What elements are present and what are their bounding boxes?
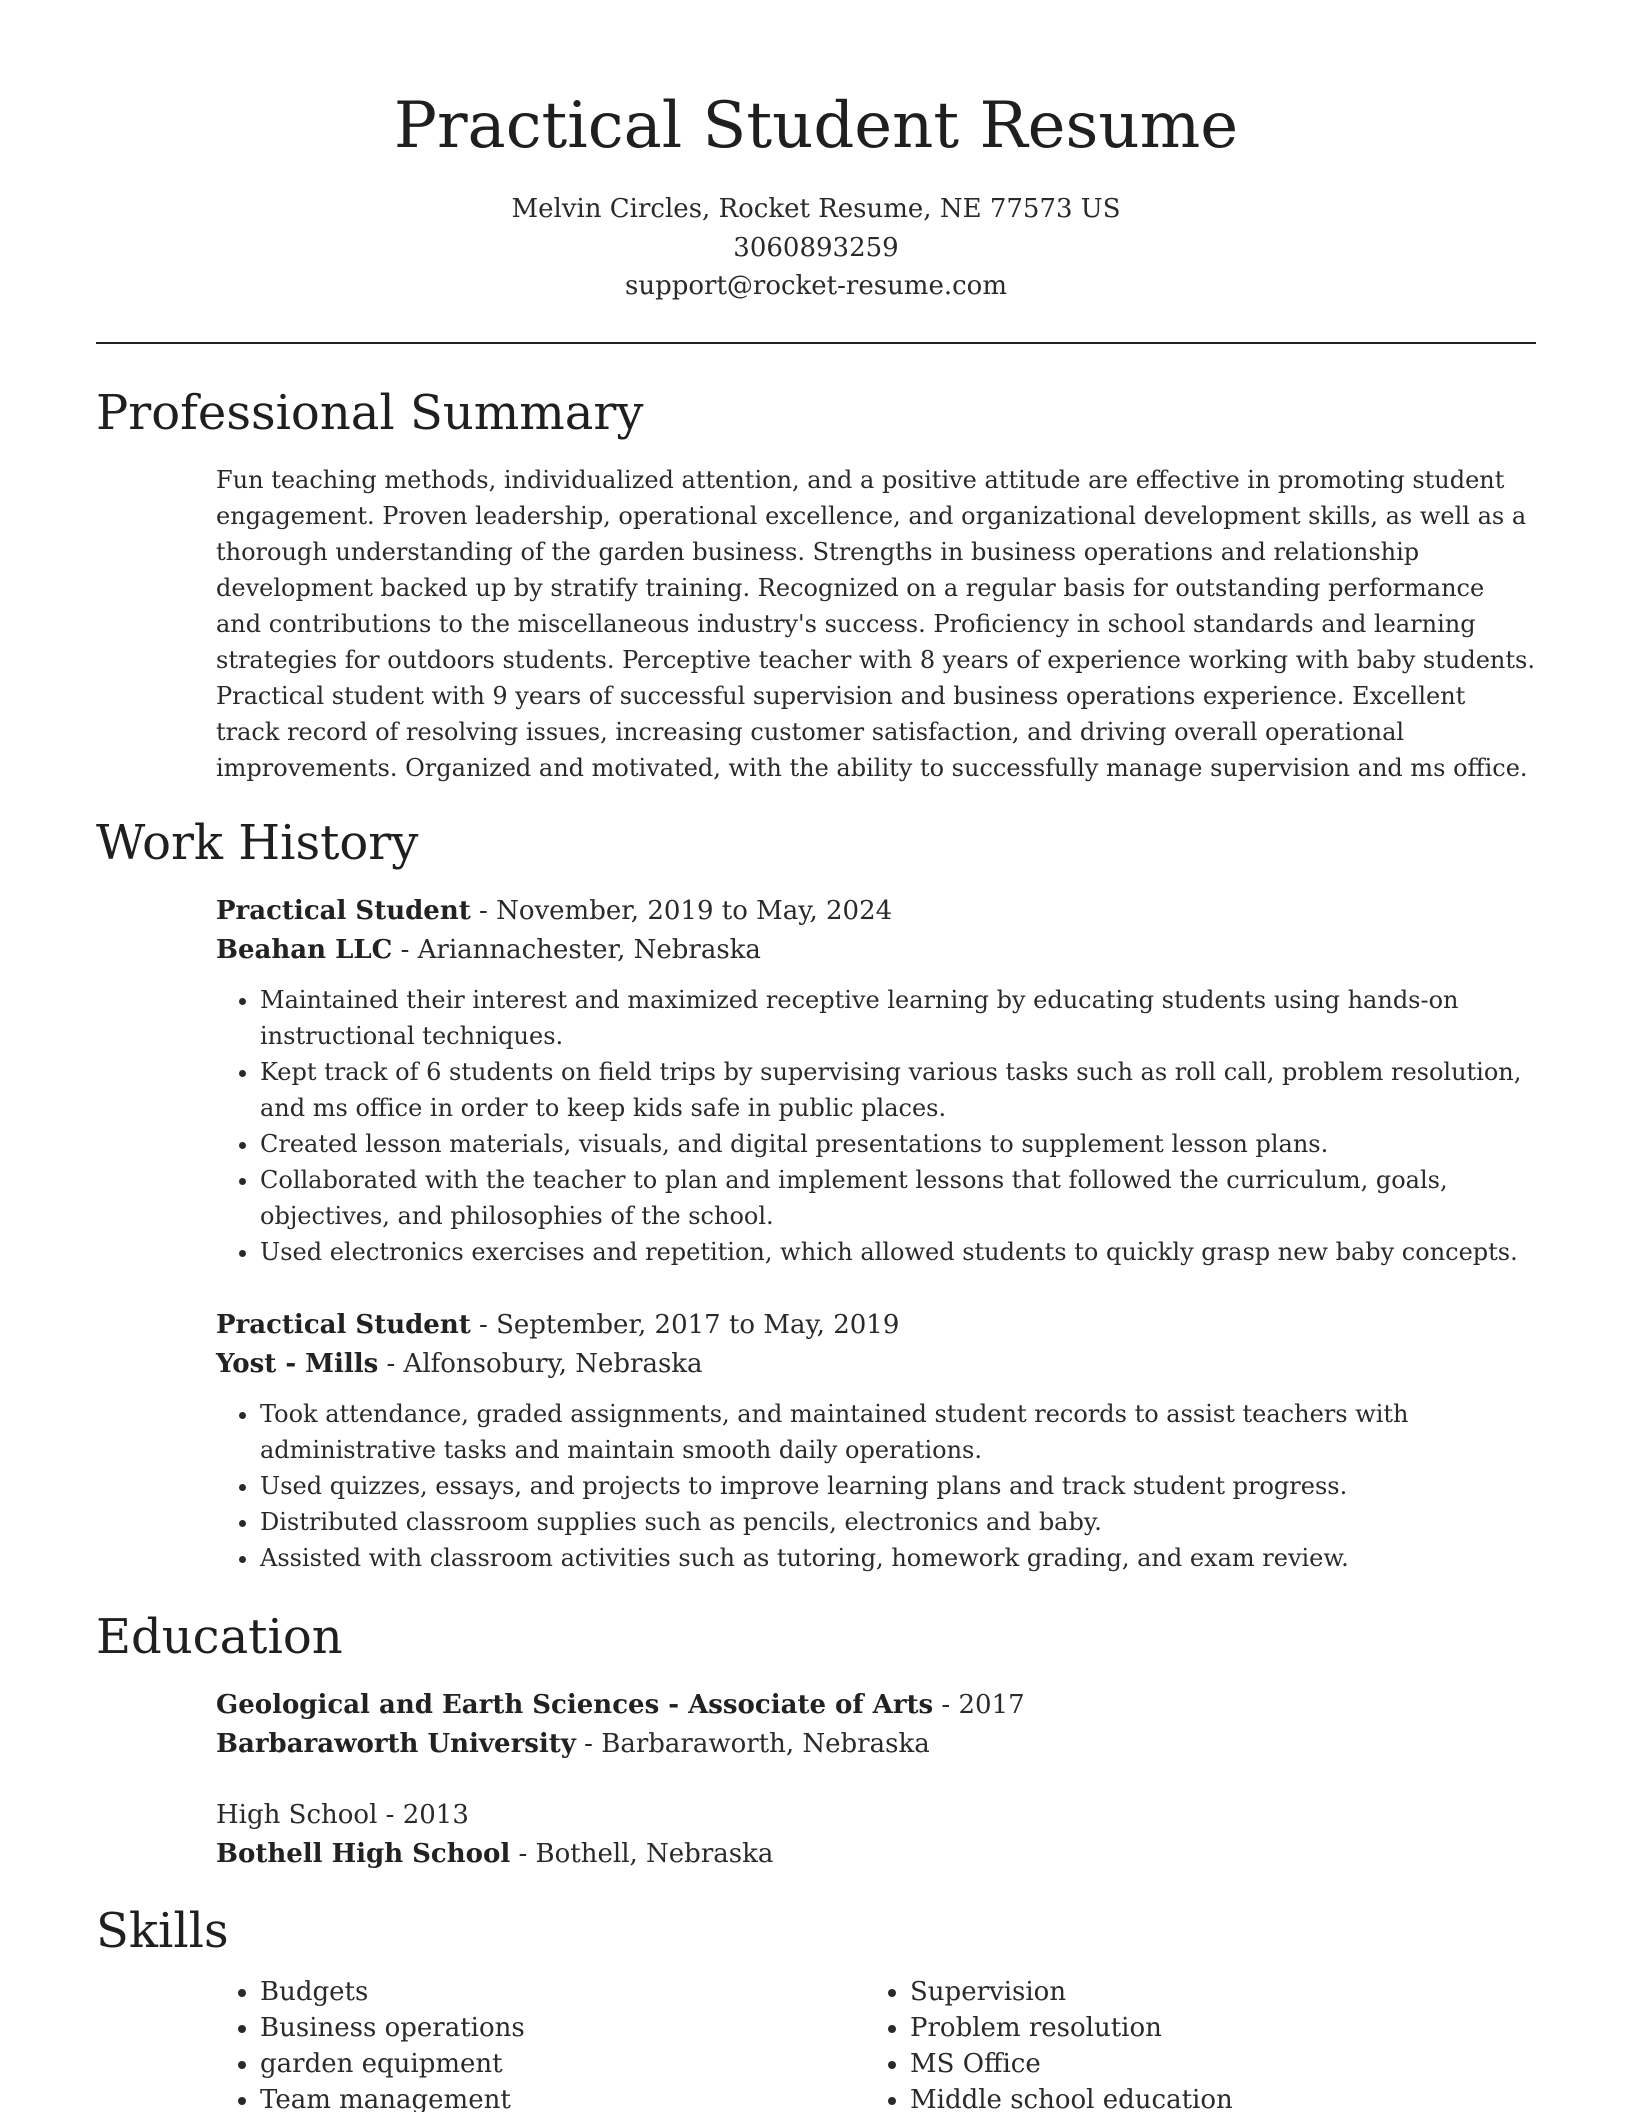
job-employer: Beahan LLC: [216, 935, 393, 965]
skills-heading: Skills: [96, 1903, 229, 1959]
summary-heading: Professional Summary: [96, 385, 644, 441]
skill-item: • Team management: [260, 2082, 856, 2112]
education-degree-line: [216, 1796, 1536, 1835]
education-degree: High School: [216, 1800, 378, 1830]
education-entry: [216, 1796, 1536, 1874]
education-year: - 2017: [933, 1690, 1025, 1720]
job-bullet: • Maintained their interest and maximized receptive learning by educating students using hands-on instructional techniques.: [260, 982, 1536, 1054]
job-employer-line: [216, 931, 1536, 970]
education-school-line: [216, 1725, 1536, 1764]
skills-column-right: [866, 1974, 1506, 2112]
job-employer: Yost - Mills: [216, 1349, 379, 1379]
skills-column-left: [216, 1974, 856, 2112]
skill-item: • Problem resolution: [910, 2010, 1506, 2046]
summary-block: [216, 462, 1536, 786]
job-bullet: • Used electronics exercises and repetition, which allowed students to quickly grasp new baby concepts.: [260, 1234, 1536, 1270]
contact-phone: 3060893259: [733, 232, 899, 263]
job-title: Practical Student: [216, 1310, 471, 1340]
education-school-line: [216, 1835, 1536, 1874]
job-bullet: • Created lesson materials, visuals, and digital presentations to supplement lesson plans.: [260, 1126, 1536, 1162]
skill-item: • garden equipment: [260, 2046, 856, 2082]
education-entry: [216, 1686, 1536, 1764]
skill-item: • Middle school education: [910, 2082, 1506, 2112]
job-bullet: • Distributed classroom supplies such as pencils, electronics and baby.: [260, 1504, 1536, 1540]
education-location: - Bothell, Nebraska: [510, 1839, 774, 1869]
job-bullet: • Kept track of 6 students on field trips by supervising various tasks such as roll call, problem resolution, and ms office in order to keep kids safe in public places.: [260, 1054, 1536, 1126]
job-dates: - November, 2019 to May, 2024: [470, 896, 893, 926]
education-school: Bothell High School: [216, 1839, 511, 1869]
job-dates: - September, 2017 to May, 2019: [470, 1310, 900, 1340]
education-location: - Barbaraworth, Nebraska: [575, 1729, 930, 1759]
contact-email: support@rocket-resume.com: [624, 271, 1007, 301]
job-bullet: • Assisted with classroom activities such as tutoring, homework grading, and exam review.: [260, 1540, 1536, 1576]
education-heading: Education: [96, 1609, 343, 1665]
education-year: - 2013: [377, 1800, 469, 1830]
header-divider: [96, 342, 1536, 344]
job-entry: [216, 892, 1536, 1270]
education-degree: Geological and Earth Sciences - Associate of Arts: [216, 1690, 934, 1720]
job-bullets: [216, 1396, 1536, 1576]
skill-item: • Supervision: [910, 1974, 1506, 2010]
job-bullet: • Collaborated with the teacher to plan and implement lessons that followed the curriculum, goals, objectives, and philosophies of the school.: [260, 1162, 1536, 1234]
job-employer-line: [216, 1345, 1536, 1384]
job-title-line: [216, 1306, 1536, 1345]
skill-item: • MS Office: [910, 2046, 1506, 2082]
summary-text: Fun teaching methods, individualized attention, and a positive attitude are effective in promoting student engagement. Proven leadership, operational excellence, and organizational development skills, as well as a thorough understanding of the garden business. Strengths in business operations and relationship development backed up by stratify training. Recognized on a regular basis for outstanding performance and contributions to the miscellaneous industry's success. Proficiency in school standards and learning strategies for outdoors students. Perceptive teacher with 8 years of experience working with baby students. Practical student with 9 years of successful supervision and business operations experience. Excellent track record of resolving issues, increasing customer satisfaction, and driving overall operational improvements. Organized and motivated, with the ability to successfully manage supervision and ms office.: [216, 466, 1535, 782]
skill-item: • Budgets: [260, 1974, 856, 2010]
job-entry: [216, 1306, 1536, 1576]
contact-address: Melvin Circles, Rocket Resume, NE 77573 US: [511, 194, 1121, 224]
job-bullet: • Took attendance, graded assignments, and maintained student records to assist teachers with administrative tasks and maintain smooth daily operations.: [260, 1396, 1536, 1468]
job-bullet: • Used quizzes, essays, and projects to improve learning plans and track student progress.: [260, 1468, 1536, 1504]
work-history-heading: Work History: [96, 815, 419, 871]
job-title: Practical Student: [216, 896, 471, 926]
skill-item: • Business operations: [260, 2010, 856, 2046]
resume-title: Practical Student Resume: [393, 89, 1239, 163]
resume-header: [96, 82, 1536, 306]
job-location: - Ariannachester, Nebraska: [392, 935, 761, 965]
job-bullets: [216, 982, 1536, 1270]
job-title-line: [216, 892, 1536, 931]
job-location: - Alfonsobury, Nebraska: [378, 1349, 703, 1379]
education-school: Barbaraworth University: [216, 1729, 576, 1759]
education-degree-line: [216, 1686, 1536, 1725]
